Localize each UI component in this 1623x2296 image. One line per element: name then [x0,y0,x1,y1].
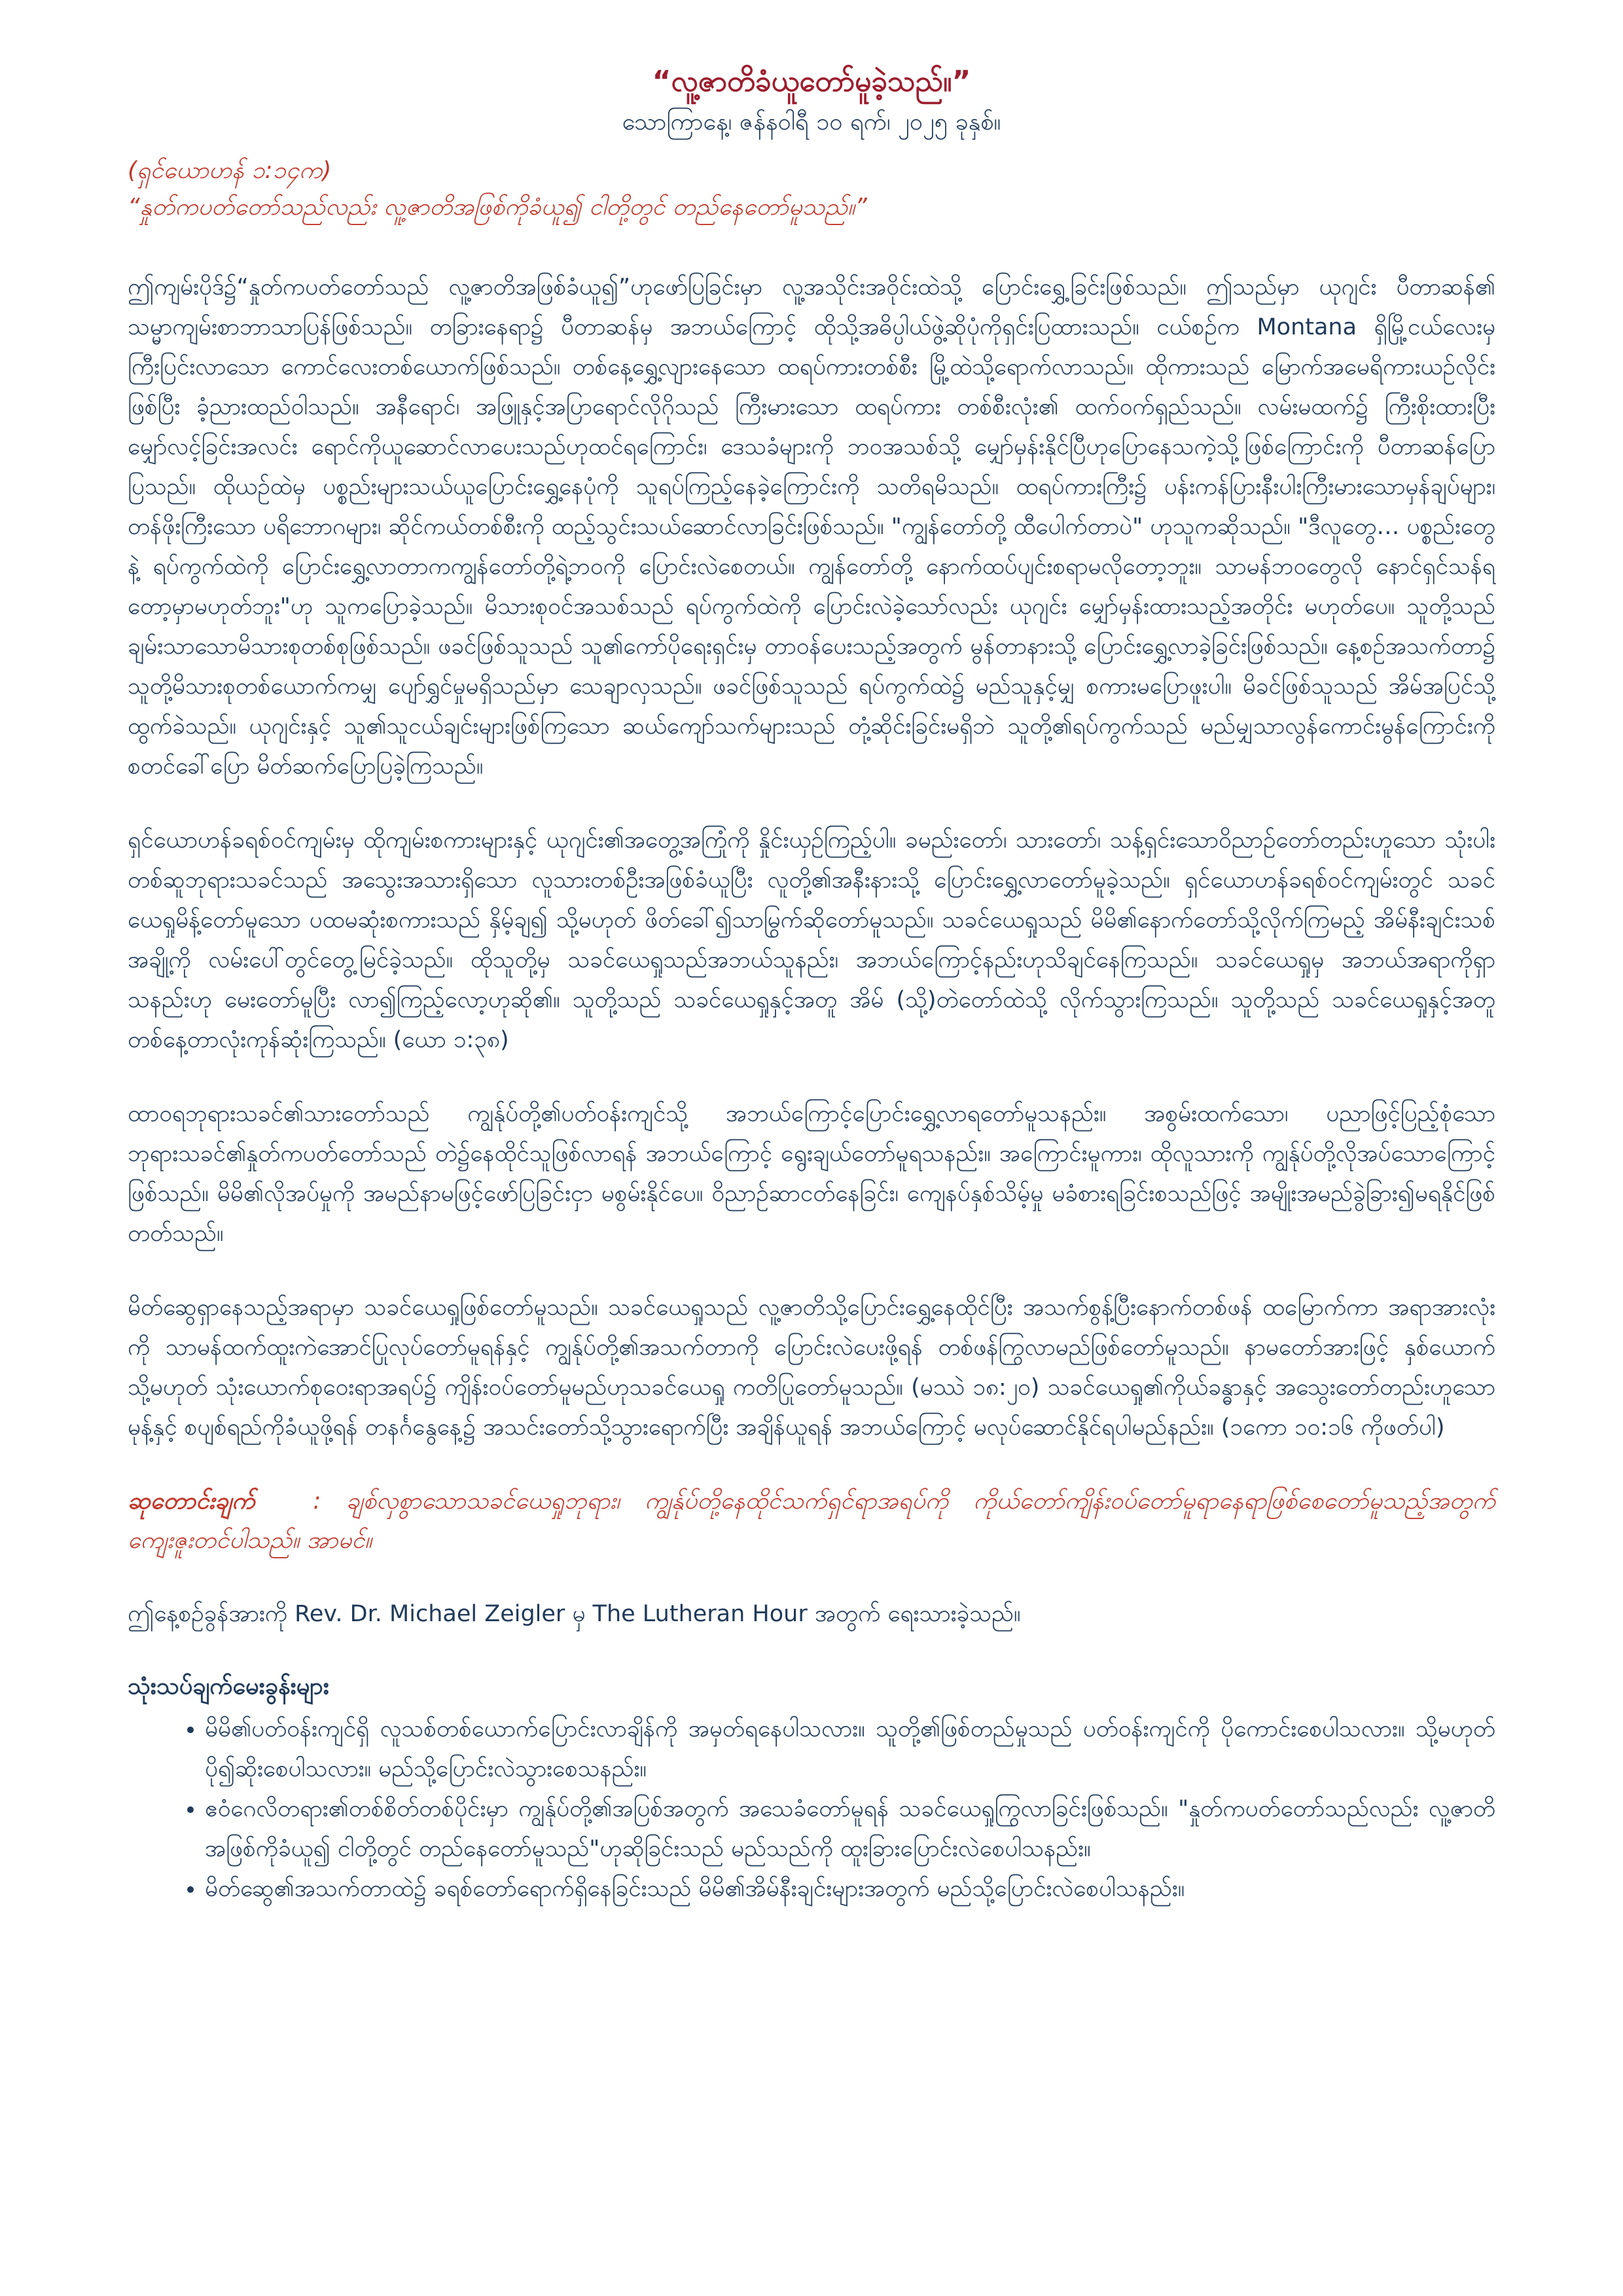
prayer-separator: : [313,1488,321,1515]
page-title: “လူ့ဇာတိခံယူတော်မူခဲ့သည်။” [652,65,971,98]
scripture-verse: “နှုတ်ကပတ်တော်သည်လည်း လူ့ဇာတိအဖြစ်ကိုခံယူ၍ ငါတို့တွင် တည်နေတော်မူသည်။” [128,194,867,221]
list-item: • ဧဝံဂေလိတရား၏တစ်စိတ်တစ်ပိုင်းမှာ ကျွန်ုပ်တို့၏အပြစ်အတွက် အသေခံတော်မူရန် သခင်ယေရှုကြွလာခြင်းဖြစ်သည်။ "နှုတ်ကပတ်တော်သည်လည်း လူ့ဇာတိအဖြစ်ကိုခံယူ၍ ငါတို့တွင် တည်နေတော်မူသည်"ဟုဆိုခြင်းသည် မည်သည်ကို ထူးခြားပြောင်းလဲစေပါသနည်း။ [205,1789,1495,1869]
prayer-text: ချစ်လှစွာသောသခင်ယေရှုဘုရား၊ ကျွန်ုပ်တို့နေထိုင်သက်ရှင်ရာအရပ်ကို ကိုယ်တော်ကျိန်းဝပ်တော်မူရာနေရာဖြစ်စေတော်မူသည့်အတွက် ကျေးဇူးတင်ပါသည်။ အာမင်။ [128,1488,1495,1554]
scripture-reference: (ရှင်ယောဟန် ၁:၁၄က) [128,157,332,184]
page-date: သောကြာနေ့၊ ဇန်နဝါရီ ၁၀ ရက်၊ ၂၀၂၅ ခုနှစ်။ [622,109,1001,135]
body-paragraph-2: ရှင်ယောဟန်ခရစ်ဝင်ကျမ်းမှ ထိုကျမ်းစကားများနှင့် ယုဂျင်း၏အတွေ့အကြုံကို နှိုင်းယှဉ်ကြည့်ပါ။ ခမည်းတော်၊ သားတော်၊ သန့်ရှင်းသောဝိညာဉ်တော်တည်းဟူသော သုံးပါးတစ်ဆူဘုရားသခင်သည် အသွေးအသားရှိသော လူသားတစ်ဦးအဖြစ်ခံယူပြီး လူတို့၏အနီးနားသို့ ပြောင်းရွှေ့လာတော်မူခဲ့သည်။ ရှင်ယောဟန်ခရစ်ဝင်ကျမ်းတွင် သခင်ယေရှုမိန့်တော်မူသော ပထမဆုံးစကားသည် နှိမ့်ချ၍ သို့မဟုတ် ဖိတ်ခေါ်၍သာမြွက်ဆိုတော်မူသည်။ သခင်ယေရှုသည် မိမိ၏နောက်တော်သို့လိုက်ကြမည့် အိမ်နီးချင်းသစ်အချို့ကို လမ်းပေါ်တွင်တွေ့မြင်ခဲ့သည်။ ထိုသူတို့မှ သခင်ယေရှုသည်အဘယ်သူနည်း၊ အဘယ်ကြောင့်နည်းဟုသိချင်နေကြသည်။ သခင်ယေရှုမှ အဘယ်အရာကိုရှာသနည်းဟု မေးတော်မူပြီး လာ၍ကြည့်လော့ဟုဆို၏။ သူတို့သည် သခင်ယေရှုနှင့်အတူ အိမ် (သို့)တဲတော်ထဲသို့ လိုက်သွားကြသည်။ သူတို့သည် သခင်ယေရှုနှင့်အတူ တစ်နေ့တာလုံးကုန်ဆုံးကြသည်။ (ယော ၁:၃၈) [128,827,1495,1053]
questions-list [128,1710,1495,1909]
body-paragraph-4: မိတ်ဆွေရှာနေသည့်အရာမှာ သခင်ယေရှုဖြစ်တော်မူသည်။ သခင်ယေရှုသည် လူ့ဇာတိသို့ပြောင်းရွှေ့နေထိုင်ပြီး အသက်စွန့်ပြီးနောက်တစ်ဖန် ထမြောက်ကာ အရာအားလုံးကို သာမန်ထက်ထူးကဲအောင်ပြုလုပ်တော်မူရန်နှင့် ကျွန်ုပ်တို့၏အသက်တာကို ပြောင်းလဲပေးဖို့ရန် တစ်ဖန်ကြွလာမည်ဖြစ်တော်မူသည်။ နာမတော်အားဖြင့် နှစ်ယောက် သို့မဟုတ် သုံးယောက်စုဝေးရာအရပ်၌ ကျိန်းဝပ်တော်မူမည်ဟုသခင်ယေရှု ကတိပြုတော်မူသည်။ (မဿဲ ၁၈:၂၀) သခင်ယေရှု၏ကိုယ်ခန္ဓာနှင့် အသွေးတော်တည်းဟူသော မုန့်နှင့် စပျစ်ရည်ကိုခံယူဖို့ရန် တနင်္ဂနွေနေ့၌ အသင်းတော်သို့သွားရောက်ပြီး အချိန်ယူရန် အဘယ်ကြောင့် မလုပ်ဆောင်နိုင်ရပါမည်နည်း။ (၁ကော ၁၀:၁၆ ကိုဖတ်ပါ) [128,1295,1495,1441]
body-paragraph-1: ဤကျမ်းပိုဒ်၌“နှုတ်ကပတ်တော်သည် လူ့ဇာတိအဖြစ်ခံယူ၍”ဟုဖော်ပြခြင်းမှာ လူ့အသိုင်းအဝိုင်းထဲသို့ ပြောင်းရွှေ့ခြင်းဖြစ်သည်။ ဤသည်မှာ ယုဂျင်း ပီတာဆန်၏ သမ္မာကျမ်းစာဘာသာပြန်ဖြစ်သည်။ တခြားနေရာ၌ ပီတာဆန်မှ အဘယ်ကြောင့် ထိုသို့အဓိပ္ပါယ်ဖွဲ့ဆိုပုံကိုရှင်းပြထားသည်။ ငယ်စဉ်က Montana ရှိမြို့ငယ်လေးမှ ကြီးပြင်းလာသော ကောင်လေးတစ်ယောက်ဖြစ်သည်။ တစ်နေ့ရွှေ့လျားနေသော ထရပ်ကားတစ်စီး မြို့ထဲသို့ရောက်လာသည်။ ထိုကားသည် မြောက်အမေရိကားယဉ်လိုင်းဖြစ်ပြီး ခံ့ညားထည်ဝါသည်။ အနီရောင်၊ အဖြူနှင့်အပြာရောင်လိုဂိုသည် ကြီးမားသော ထရပ်ကား တစ်စီးလုံး၏ ထက်ဝက်ရှည်သည်။ လမ်းမထက်၌ ကြီးစိုးထားပြီး မျှော်လင့်ခြင်းအလင်း ရောင်ကိုယူဆောင်လာပေးသည်ဟုထင်ရကြောင်း၊ ဒေသခံများကို ဘဝအသစ်သို့ မျှော်မှန်းနိုင်ပြီဟုပြောနေသကဲ့သို့ဖြစ်ကြောင်းကို ပီတာဆန်ပြောပြသည်။ ထိုယဉ်ထဲမှ ပစ္စည်းများသယ်ယူပြောင်းရွှေ့နေပုံကို သူရပ်ကြည့်နေခဲ့ကြောင်းကို သတိရမိသည်။ ထရပ်ကားကြီး၌ ပန်းကန်ပြားနီးပါးကြီးမားသောမှန်ချပ်များ၊ တန်ဖိုးကြီးသော ပရိဘောဂများ၊ ဆိုင်ကယ်တစ်စီးကို ထည့်သွင်းသယ်ဆောင်လာခြင်းဖြစ်သည်။ "ကျွန်တော်တို့ ထီပေါက်တာပဲ" ဟုသူကဆိုသည်။ "ဒီလူတွေ… ပစ္စည်းတွေနဲ့ ရပ်ကွက်ထဲကို ပြောင်းရွှေ့လာတာကကျွန်တော်တို့ရဲ့ဘဝကို ပြောင်းလဲစေတယ်။ ကျွန်တော်တို့ နောက်ထပ်ပျင်းစရာမလိုတော့ဘူး။ သာမန်ဘဝတွေလို နောင်ရှင်သန်ရတော့မှာမဟုတ်ဘူး"ဟု သူကပြောခဲ့သည်။ မိသားစုဝင်အသစ်သည် ရပ်ကွက်ထဲကို ပြောင်းလဲခဲ့သော်လည်း ယုဂျင်း မျှော်မှန်းထားသည့်အတိုင်း မဟုတ်ပေ။ သူတို့သည် ချမ်းသာသောမိသားစုတစ်စုဖြစ်သည်။ ဖခင်ဖြစ်သူသည် သူ၏ကော်ပိုရေးရှင်းမှ တာဝန်ပေးသည့်အတွက် မွန်တာနားသို့ ပြောင်းရွှေ့လာခဲ့ခြင်းဖြစ်သည်။ နေ့စဉ်အသက်တာ၌ သူတို့မိသားစုတစ်ယောက်ကမျှ ပျော်ရွှင်မှုမရှိသည်မှာ သေချာလှသည်။ ဖခင်ဖြစ်သူသည် ရပ်ကွက်ထဲ၌ မည်သူနှင့်မျှ စကားမပြောဖူးပါ။ မိခင်ဖြစ်သူသည် အိမ်အပြင်သို့ထွက်ခဲသည်။ ယုဂျင်းနှင့် သူ၏သူငယ်ချင်းများဖြစ်ကြသော ဆယ်ကျော်သက်များသည် တုံ့ဆိုင်းခြင်းမရှိဘဲ သူတို့၏ရပ်ကွက်သည် မည်မျှသာလွန်ကောင်းမွန်ကြောင်းကို စတင်ခေါ်ပြော မိတ်ဆက်ပြောပြခဲ့ကြသည်။ [128,274,1495,780]
body-paragraph-3: ထာဝရဘုရားသခင်၏သားတော်သည် ကျွန်ုပ်တို့၏ပတ်ဝန်းကျင်သို့ အဘယ်ကြောင့်ပြောင်းရွှေ့လာရတော်မူသနည်း။ အစွမ်းထက်သော၊ ပညာဖြင့်ပြည့်စုံသော ဘုရားသခင်၏နှုတ်ကပတ်တော်သည် တဲ၌နေထိုင်သူဖြစ်လာရန် အဘယ်ကြောင့် ရွေးချယ်တော်မူရသနည်း။ အကြောင်းမူကား၊ ထိုလူသားကို ကျွန်ုပ်တို့လိုအပ်သောကြောင့်ဖြစ်သည်။ မိမိ၏လိုအပ်မှုကို အမည်နာမဖြင့်ဖော်ပြခြင်းငှာ မစွမ်းနိုင်ပေ။ ဝိညာဉ်ဆာငတ်နေခြင်း၊ ကျေနပ်နှစ်သိမ့်မှု မခံစားရခြင်းစသည်ဖြင့် အမျိုးအမည်ခွဲခြား၍မရနိုင်ဖြစ်တတ်သည်။ [128,1101,1495,1247]
prayer [128,1482,1495,1560]
list-item: • မိမိ၏ပတ်ဝန်းကျင်ရှိ လူသစ်တစ်ယောက်ပြောင်းလာချိန်ကို အမှတ်ရနေပါသလား။ သူတို့၏ဖြစ်တည်မှုသည် ပတ်ဝန်းကျင်ကို ပိုကောင်းစေပါသလား။ သို့မဟုတ် ပို၍ဆိုးစေပါသလား။ မည်သို့ပြောင်းလဲသွားစေသနည်း။ [205,1710,1495,1789]
prayer-label: ဆုတောင်းချက် [128,1488,255,1515]
list-item: • မိတ်ဆွေ၏အသက်တာထဲ၌ ခရစ်တော်ရောက်ရှိနေခြင်းသည် မိမိ၏အိမ်နီးချင်းများအတွက် မည်သို့ပြောင်းလဲစေပါသနည်း။ [205,1869,1495,1909]
questions-title: သုံးသပ်ချက်မေးခွန်းများ [128,1673,329,1700]
author-credit: ဤနေ့စဉ်ခွန်အားကို Rev. Dr. Michael Zeigler မှ The Lutheran Hour အတွက် ရေးသားခဲ့သည်။ [128,1601,1021,1627]
